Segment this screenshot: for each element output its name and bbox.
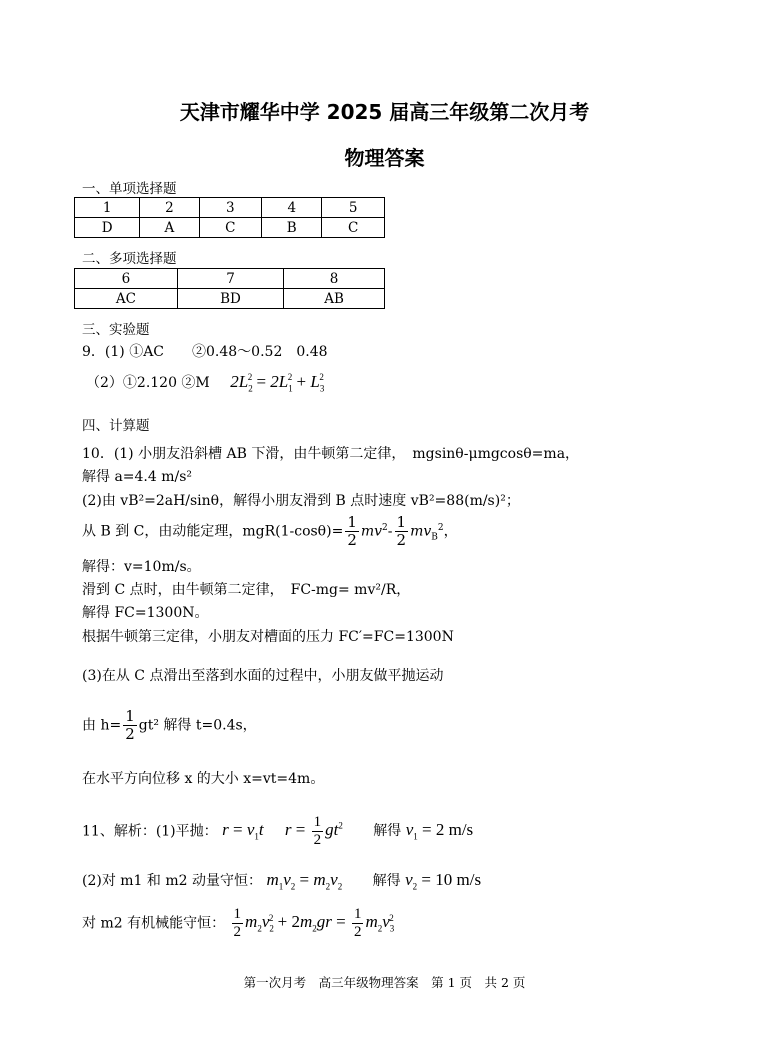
table-cell: 1 bbox=[75, 198, 140, 218]
table-cell: 5 bbox=[322, 198, 385, 218]
fraction-half: $\frac{1}{2}$ bbox=[396, 513, 407, 549]
section-experiment: 三、实验题 bbox=[82, 322, 150, 338]
q9-part2-text: （2）①2.120 ②M bbox=[86, 375, 210, 391]
table-cell: 6 bbox=[75, 269, 178, 289]
section-calculation: 四、计算题 bbox=[82, 418, 150, 434]
table-row bbox=[75, 198, 385, 218]
q10-line10-prefix: 由 h= bbox=[82, 717, 122, 734]
table-row bbox=[75, 218, 385, 238]
q10-line9: (3)在从 C 点滑出至落到水面的过程中，小朋友做平抛运动 bbox=[82, 668, 444, 684]
q10-line4-text: 从 B 到 C，由动能定理，mgR(1-cosθ)= bbox=[82, 523, 344, 540]
q11-formula-1: $r = v_1t$ r = $\frac{1}{2}$ $gt^2$ bbox=[222, 814, 343, 848]
q11-line2 bbox=[82, 870, 481, 891]
q11-formula-3: $\frac{1}{2}$ $m_2v_2^2 + 2m_2gr$ = $\frac{1}{2}$ $m_2v_3^2$ bbox=[233, 906, 395, 940]
multi-choice-table bbox=[74, 268, 385, 309]
table-cell: 7 bbox=[177, 269, 283, 289]
fraction-half: $\frac{1}{2}$ bbox=[347, 513, 357, 549]
q11-formula-2: $m_1v_2 = m_2v_2$ bbox=[266, 870, 343, 892]
q11-line1-text: 11、解析：(1)平抛： bbox=[82, 823, 218, 840]
table-cell: 3 bbox=[199, 198, 262, 218]
q10-line10-suffix: gt² 解得 t=0.4s， bbox=[138, 717, 257, 734]
document-subtitle: 物理答案 bbox=[344, 146, 425, 170]
q10-line11: 在水平方向位移 x 的大小 x=vt=4m。 bbox=[82, 771, 325, 787]
q11-result-label-2: 解得 bbox=[372, 873, 401, 889]
table-cell: 2 bbox=[140, 198, 199, 218]
q10-line8: 根据牛顿第三定律，小朋友对槽面的压力 FC′=FC=1300N bbox=[82, 629, 454, 645]
table-cell: AB bbox=[284, 289, 385, 309]
q11-line2-text: (2)对 m1 和 m2 动量守恒： bbox=[82, 873, 262, 889]
table-cell: BD bbox=[177, 289, 283, 309]
table-cell: C bbox=[322, 218, 385, 238]
table-cell: B bbox=[262, 218, 322, 238]
single-choice-table bbox=[74, 197, 385, 238]
table-cell: D bbox=[75, 218, 140, 238]
page-footer: 第一次月考 高三年级物理答案 第 1 页 共 2 页 bbox=[243, 975, 526, 990]
table-cell: C bbox=[199, 218, 262, 238]
fraction-half: $\frac{1}{2}$ bbox=[125, 707, 135, 743]
document-title: 天津市耀华中学 2025 届高三年级第二次月考 bbox=[179, 100, 590, 124]
table-row bbox=[75, 289, 385, 309]
q9-part1: 9．(1) ①AC ②0.48～0.52 0.48 bbox=[82, 344, 328, 360]
q11-result-label-1: 解得 bbox=[373, 823, 402, 840]
q10-line1: 10．(1) 小朋友沿斜槽 AB 下滑，由牛顿第二定律， mgsinθ-μmgcosθ=ma， bbox=[82, 446, 580, 462]
q9-part2 bbox=[86, 372, 324, 393]
q11-result-1: $v_1 = 2$ m/s bbox=[405, 820, 474, 842]
q11-result-2: $v_2 = 10$ m/s bbox=[405, 870, 482, 892]
q10-line10 bbox=[82, 708, 257, 743]
q10-line4: 从 B 到 C，由动能定理，mgR(1-cosθ)= $\frac{1}{2}$ $mv^2-$ $\frac{1}{2}$ $mv_B^2$， bbox=[82, 513, 458, 549]
q10-line5: 解得：v=10m/s。 bbox=[82, 559, 201, 575]
table-cell: 8 bbox=[284, 269, 385, 289]
section-single-choice: 一、单项选择题 bbox=[82, 181, 177, 197]
section-multi-choice: 二、多项选择题 bbox=[82, 251, 177, 267]
q11-line3 bbox=[82, 906, 394, 941]
q9-formula: $2L_2^2 = 2L_1^2 + L_3^2$ bbox=[230, 372, 325, 394]
q10-line7: 解得 FC=1300N。 bbox=[82, 605, 209, 621]
q11-line3-text: 对 m2 有机械能守恒： bbox=[82, 915, 226, 932]
table-row bbox=[75, 269, 385, 289]
q11-line1 bbox=[82, 814, 473, 849]
q10-line2: 解得 a=4.4 m/s² bbox=[82, 469, 193, 485]
table-cell: A bbox=[140, 218, 199, 238]
q10-line3: (2)由 vB²=2aH/sinθ，解得小朋友滑到 B 点时速度 vB²=88(m/s)²； bbox=[82, 493, 520, 509]
q10-line6: 滑到 C 点时，由牛顿第二定律， FC-mg= mv²/R， bbox=[82, 582, 411, 598]
table-cell: 4 bbox=[262, 198, 322, 218]
table-cell: AC bbox=[75, 289, 178, 309]
